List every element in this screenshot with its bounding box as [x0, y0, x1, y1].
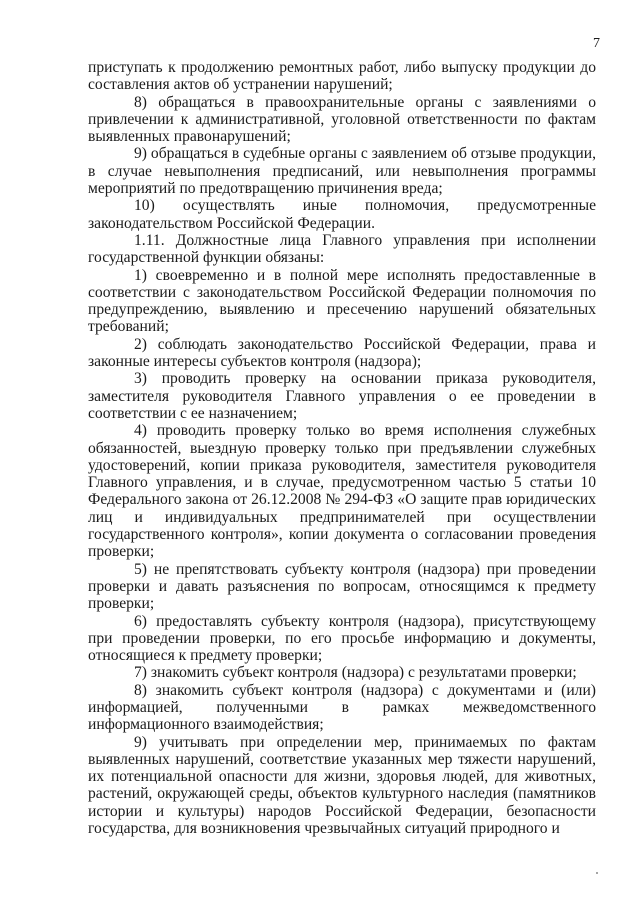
paragraph: 1) своевременно и в полной мере исполнять предоставленные в соответствии с законодательством Российской Федерации полномочия по предупреждению, выявлению и пресечению нарушений обязательных требований;	[88, 266, 596, 336]
paragraph: 3) проводить проверку на основании приказа руководителя, заместителя руководителя Главного управления о ее проведении в соответствии с ее назначением;	[88, 370, 596, 422]
paragraph: 1.11. Должностные лица Главного управления при исполнении государственной функции обязаны:	[88, 231, 596, 267]
paragraph: 10) осуществлять иные полномочия, предусмотренные законодательством Российской Федерации.	[88, 197, 596, 232]
paragraph: 4) проводить проверку только во время исполнения служебных обязанностей, выездную проверку только при предъявлении служебных удостоверений, копии приказа руководителя, заместителя руководителя Главного управления, и в случае, предусмотренном частью 5 статьи 10 Федерального закона от 26.12.2008 № 294-ФЗ «О защите прав юридических лиц и индивидуальных предпринимателей при осуществлении государственного контроля», копии документа о согласовании проведения проверки;	[88, 422, 596, 561]
paragraph: 7) знакомить субъект контроля (надзора) с результатами проверки;	[134, 664, 577, 682]
scan-speck	[596, 872, 598, 874]
paragraph: 2) соблюдать законодательство Российской Федерации, права и законные интересы субъектов контроля (надзора);	[88, 335, 596, 371]
paragraph: 9) обращаться в судебные органы с заявлением об отзыве продукции, в случае невыполнения предписаний, или невыполнения программы мероприятий по предотвращению причинения вреда;	[88, 145, 596, 198]
paragraph: 9) учитывать при определении мер, принимаемых по фактам выявленных нарушений, соответствие указанных мер тяжести нарушений, их потенциальной опасности для жизни, здоровья людей, для животных, растений, окружающей среды, объектов культурного наследия (памятников истории и культуры) народов Российской Федерации, безопасности государства, для возникновения чрезвычайных ситуаций природного и	[88, 733, 596, 838]
paragraph: 8) обращаться в правоохранительные органы с заявлениями о привлечении к административной, уголовной ответственности по фактам выявленных правонарушений;	[88, 93, 596, 146]
paragraph: 8) знакомить субъект контроля (надзора) с документами и (или) информацией, полученными в рамках межведомственного информационного взаимодействия;	[88, 681, 596, 734]
document-body	[88, 59, 596, 837]
paragraph: 5) не препятствовать субъекту контроля (надзора) при проведении проверки и давать разъяснения по вопросам, относящимся к предмету проверки;	[88, 560, 596, 613]
paragraph: приступать к продолжению ремонтных работ, либо выпуску продукции до составления актов об устранении нарушений;	[88, 59, 596, 94]
page-number: 7	[593, 36, 600, 51]
paragraph: 6) предоставлять субъекту контроля (надзора), присутствующему при проведении проверки, по его просьбе информацию и документы, относящиеся к предмету проверки;	[88, 612, 596, 665]
